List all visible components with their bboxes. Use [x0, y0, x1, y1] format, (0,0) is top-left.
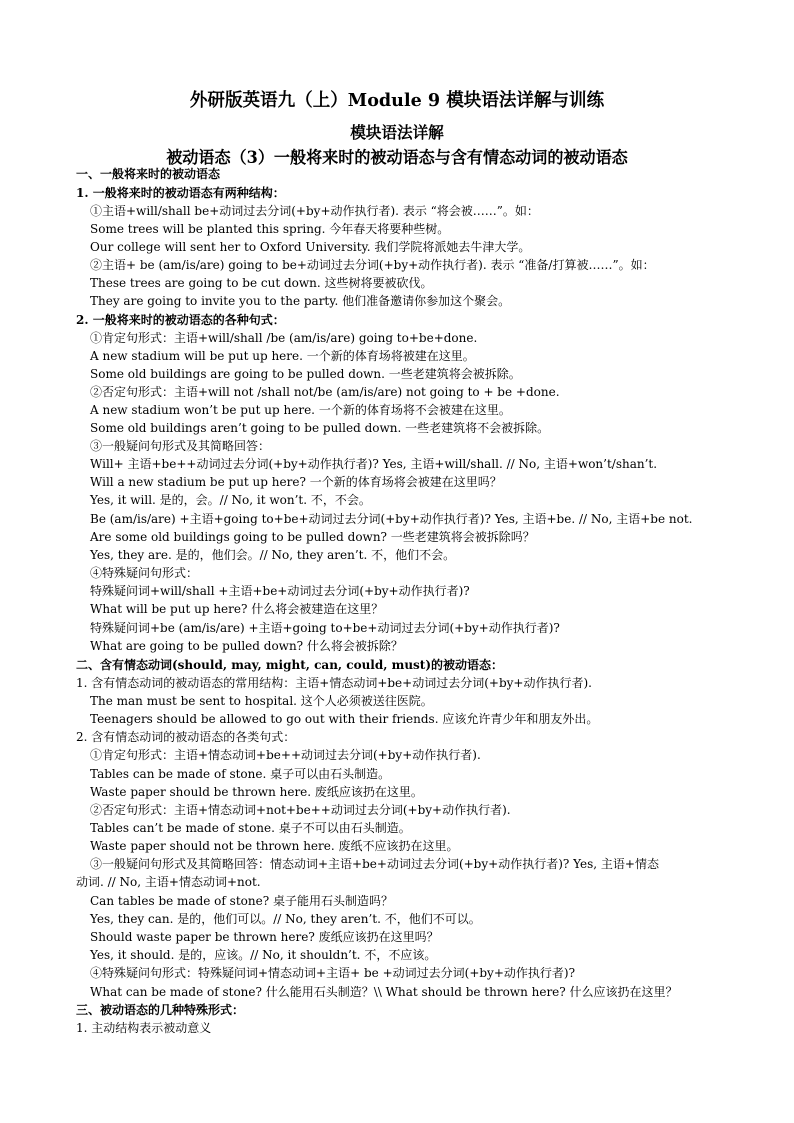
text-line: Waste paper should not be thrown here. 废纸不应该扔在这里。 — [90, 839, 459, 853]
text-line: They are going to invite you to the party. 他们准备邀请你参加这个聚会。 — [90, 294, 511, 308]
text-line: 二、含有情态动词(should, may, might, can, could, must)的被动语态： — [76, 658, 504, 672]
text-line: ④特殊疑问句形式： — [90, 566, 199, 580]
text-line: Some trees will be planted this spring. 今年春天将要种些树。 — [90, 222, 450, 236]
text-line: Tables can’t be made of stone. 桌子不可以由石头制造。 — [90, 821, 411, 835]
text-line: A new stadium won’t be put up here. 一个新的体育场将不会被建在这里。 — [90, 403, 511, 417]
text-line: Some old buildings aren’t going to be pulled down. 一些老建筑将不会被拆除。 — [90, 421, 550, 435]
text-line: Yes, it should. 是的，应该。// No, it shouldn’t. 不，不应该。 — [90, 948, 437, 962]
text-line: Be (am/is/are) +主语+going to+be+动词过去分词(+by+动作执行者)? Yes, 主语+be. // No, 主语+be not. — [90, 512, 693, 526]
text-line: Will a new stadium be put up here? 一个新的体育场将会被建在这里吗？ — [90, 475, 502, 489]
text-line: 特殊疑问词+be (am/is/are) +主语+going to+be+动词过去分词(+by+动作执行者)? — [90, 621, 560, 635]
text-line: Some old buildings are going to be pulled down. 一些老建筑将会被拆除。 — [90, 367, 521, 381]
text-line: Should waste paper be thrown here? 废纸应该扔在这里吗？ — [90, 930, 439, 944]
text-line: 1. 含有情态动词的被动语态的常用结构：主语+情态动词+be+动词过去分词(+by+动作执行者). — [76, 676, 592, 690]
text-line: Will+ 主语+be++动词过去分词(+by+动作执行者)? Yes, 主语+will/shall. // No, 主语+won’t/shan’t. — [90, 457, 658, 471]
text-line: Our college will sent her to Oxford University. 我们学院将派她去牛津大学。 — [90, 240, 531, 254]
text-line: A new stadium will be put up here. 一个新的体育场将被建在这里。 — [90, 349, 475, 363]
text-line: ②主语+ be (am/is/are) going to be+动词过去分词(+by+动作执行者). 表示 “准备/打算被……”。如： — [90, 258, 655, 272]
text-line: 三、被动语态的几种特殊形式： — [76, 1003, 245, 1017]
document-title: 外研版英语九（上）Module 9 模块语法详解与训练 — [189, 90, 605, 111]
text-line: The man must be sent to hospital. 这个人必须被送往医院。 — [90, 694, 433, 708]
text-line: ①肯定句形式：主语+will/shall /be (am/is/are) going to+be+done. — [90, 331, 478, 345]
text-line: ②否定句形式：主语+will not /shall not/be (am/is/are) not going to + be +done. — [90, 385, 560, 399]
text-line: ④特殊疑问句形式：特殊疑问词+情态动词+主语+ be +动词过去分词(+by+动作执行者)? — [90, 966, 576, 980]
text-line: Yes, they are. 是的，他们会。// No, they aren’t. 不，他们不会。 — [90, 548, 456, 562]
text-line: 1. 一般将来时的被动语态有两种结构： — [76, 186, 285, 200]
text-line: 2. 一般将来时的被动语态的各种句式： — [76, 313, 285, 327]
text-line: What can be made of stone? 什么能用石头制造？\\ What should be thrown here? 什么应该扔在这里？ — [90, 985, 678, 999]
text-line: Teenagers should be allowed to go out with their friends. 应该允许青少年和朋友外出。 — [90, 712, 599, 726]
text-line: 一、一般将来时的被动语态 — [76, 167, 221, 181]
text-line: These trees are going to be cut down. 这些树将要被砍伐。 — [90, 276, 433, 290]
text-line: Waste paper should be thrown here. 废纸应该扔在这里。 — [90, 785, 423, 799]
text-line: ③一般疑问句形式及其简略回答：情态动词+主语+be+动词过去分词(+by+动作执行者)? Yes, 主语+情态 — [90, 857, 659, 871]
text-line: Tables can be made of stone. 桌子可以由石头制造。 — [90, 767, 391, 781]
text-line: Can tables be made of stone? 桌子能用石头制造吗？ — [90, 894, 393, 908]
document-subtitle: 模块语法详解 — [350, 123, 444, 142]
text-line: What are going to be pulled down? 什么将会被拆除？ — [90, 639, 403, 653]
text-line: 动词. // No, 主语+情态动词+not. — [76, 875, 261, 889]
text-line: Yes, they can. 是的，他们可以。// No, they aren’t. 不，他们不可以。 — [90, 912, 481, 926]
text-line: 1. 主动结构表示被动意义 — [76, 1021, 212, 1035]
section-heading: 被动语态（3）一般将来时的被动语态与含有情态动词的被动语态 — [166, 148, 628, 167]
text-line: ②否定句形式：主语+情态动词+not+be++动词过去分词(+by+动作执行者). — [90, 803, 511, 817]
text-line: ①主语+will/shall be+动词过去分词(+by+动作执行者). 表示 “将会被……”。如： — [90, 204, 539, 218]
text-line: Yes, it will. 是的，会。// No, it won’t. 不，不会。 — [90, 493, 371, 507]
text-line: Are some old buildings going to be pulled down? 一些老建筑将会被拆除吗？ — [90, 530, 535, 544]
text-line: What will be put up here? 什么将会被建造在这里？ — [90, 602, 384, 616]
text-line: ①肯定句形式：主语+情态动词+be++动词过去分词(+by+动作执行者). — [90, 748, 481, 762]
text-line: ③一般疑问句形式及其简略回答： — [90, 439, 271, 453]
text-line: 特殊疑问词+will/shall +主语+be+动词过去分词(+by+动作执行者)? — [90, 584, 470, 598]
text-line: 2. 含有情态动词的被动语态的各类句式： — [76, 730, 296, 744]
